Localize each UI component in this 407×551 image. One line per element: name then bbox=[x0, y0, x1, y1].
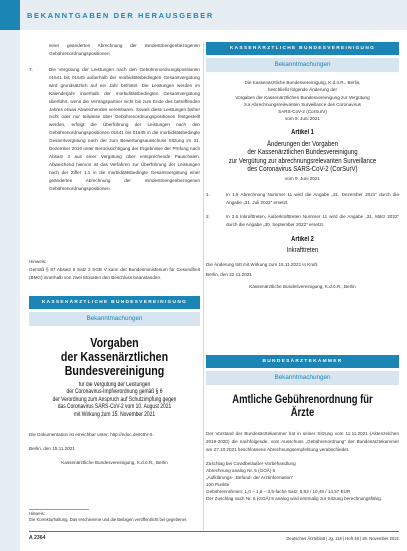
right-date-line: Berlin, den 22.11.2021 bbox=[206, 271, 252, 277]
article-1-list bbox=[206, 191, 399, 229]
right-section-kbv bbox=[206, 42, 399, 291]
article-2-title: Inkrafttreten bbox=[286, 244, 319, 254]
list-item bbox=[206, 191, 399, 207]
section-header-band: KASSENÄRZTLICHE BUNDESVEREINIGUNG bbox=[29, 296, 200, 309]
intro-line-3: Vorgaben der Kassenärztlichen Bundesvereinigung zur Vergütung bbox=[235, 94, 370, 100]
title-line-1: Vorgaben bbox=[90, 335, 139, 350]
section-header-band: KASSENÄRZTLICHE BUNDESVEREINIGUNG bbox=[206, 42, 399, 55]
intro-line-1: Die Kassenärztliche Bundesvereinigung, K.d.ö.R., Berlin, bbox=[244, 80, 361, 85]
footer-rule bbox=[29, 531, 399, 532]
left-list-item-7 bbox=[29, 66, 200, 252]
intro-line-4: zur Abrechnungsrelevanten Surveillance des Coronavirus bbox=[244, 101, 361, 107]
left-hinweis bbox=[29, 258, 200, 282]
section-subheader-band: Bekanntmachungen bbox=[29, 312, 200, 326]
intro-line-5: SARS-CoV-2 (CorSurV) bbox=[278, 109, 327, 115]
article-1-title-line-3: zur Vergütung zur abrechnungsrelevanten Surveillance bbox=[228, 155, 377, 165]
article-1-title bbox=[223, 140, 381, 174]
goae-detail-line: „Aufklärungs-, Befund- der Arztinformation“ bbox=[206, 474, 294, 480]
goae-intro: Der Vorstand der Bundesärztekammer hat in seiner Sitzung vom 11.11.2021 (Aktenzeichen 2019-2020) die nachfolgende, vom Ausschuss „Gebührenordnung“ der Bundesärztekammer am 27.10.2021 beschlossene Abrechnungsempfehlung verabschiedet. bbox=[206, 431, 399, 452]
goae-title: Amtliche Gebührenordnung für Ärzte bbox=[232, 394, 373, 419]
left-margin-rail bbox=[0, 30, 20, 551]
subtitle-line-4: das Coronavirus SARS-CoV-2 vom 10. August 2021 bbox=[57, 404, 172, 411]
article-1-title-line-2: der Kassenärztlichen Bundesvereinigung bbox=[247, 147, 358, 157]
left-signature: Kassenärztliche Bundesvereinigung, K.d.ö.R., Berlin bbox=[61, 459, 168, 465]
section-title bbox=[44, 336, 184, 378]
footnote-label: Hinweis: bbox=[29, 511, 45, 516]
right-signature: Kassenärztliche Bundesvereinigung, K.d.ö.R., Berlin bbox=[249, 283, 356, 289]
right-intro bbox=[206, 79, 399, 123]
list-item-number: 2. bbox=[206, 214, 210, 220]
goae-detail-line: Zuschlag bei Covidbeiäußer-Vorbehandlung bbox=[206, 460, 296, 466]
hinweis-text: Gemäß § 87 Absatz 6 Satz 2 SGB V kann der Bundesministerium für Gesundheit (BMG) innerhalb von zwei Monaten den Beschluss beanstanden. bbox=[29, 266, 200, 280]
left-footnote bbox=[29, 511, 200, 523]
documentation-note: Die Dokumentation ist erreichbar unter: http://edoc.de/KBV-0. bbox=[29, 432, 154, 438]
list-item-text: In 3.5 Inkrafttreten, Außerkrafttreten Nummer 11 wird die Angabe „31. März 2022“ durch die Angabe „30. September 2022“ ersetzt. bbox=[226, 214, 399, 228]
section-subheader-band: Bekanntmachungen bbox=[206, 58, 399, 72]
subtitle-line-2: der Coronavirus-Impfverordnung gemäß § 6 bbox=[66, 389, 163, 396]
left-date-line: Berlin, den 15.11.2021 bbox=[29, 445, 75, 451]
footnote-text: Die Korrekturhaltung. Das erschienene und die Beilagen veröffentlicht bei gegebener. bbox=[29, 517, 188, 522]
article-1-title-line-4: des Coronavirus SARS-CoV-2 (CorSurV) bbox=[247, 164, 358, 173]
left-section bbox=[29, 296, 200, 467]
left-carryover-text bbox=[29, 42, 200, 58]
subtitle-line-5: mit Wirkung zum 15. November 2021 bbox=[73, 411, 156, 418]
journal-citation: Deutsches Ärzteblatt | Jg. 118 | Heft 48 | 26. November 2021 bbox=[286, 536, 399, 541]
intro-line-2: beschließt folgende Änderung der bbox=[268, 87, 337, 93]
goae-detail-line: Der Zuschlag nach Nr. 5 (GOÄ) 5 analog wird erstmalig zur Sitzung berechnungsfähig. bbox=[206, 496, 382, 502]
column-divider bbox=[203, 42, 204, 530]
article-1-title-line-1: Änderungen der Vorgaben bbox=[266, 138, 339, 148]
section-subheader-band: Bekanntmachungen bbox=[206, 371, 399, 385]
subtitle-line-1: für die Vergütung der Leistungen bbox=[78, 382, 151, 388]
article-1-heading: Artikel 1 bbox=[291, 128, 314, 136]
carryover-text: einer geänderten Abrechnung der mindestmengenbezogenen Gebührenordnungspositionen. bbox=[49, 43, 200, 56]
page-number: A 2364 bbox=[29, 535, 46, 541]
article-2-body: Die Änderung tritt mit Wirkung zum 15.11.2021 in Kraft. bbox=[206, 261, 319, 267]
section-header-band: BUNDESÄRZTEKAMMER bbox=[206, 355, 399, 368]
goae-detail-line: Gebührenrahmen: 1,0 – 1,8 – 3,5-fache Satz: 5,83 / 10,49 / 14,57 EUR bbox=[206, 489, 351, 495]
intro-line-6: vom 9. Juni 2021 bbox=[285, 116, 320, 122]
list-item-text: Die Vergütung der Leistungen nach den Gebührenordnungspositionen 01541 bis 01545 außerhalb der morbiditätsbedingten Gesamtvergütung wird grundsätzlich auf ein Jahr befristet. Die Leistungen werden im Kalenderjahr innerhalb der morbiditätsbedingten Gesamtvergütung überführt, wenn die Vertragspartner nicht bis zum Ende des betreffenden Jahres etwas Abweichendes vereinbaren. Soweit diese Leistungen bisher nicht oder nur teilweise über Gebührenordnungspositionen festgestellt werden, erfolgt die Überführung der Leistungen nach den Gebührenordnungspositionen 01541 bis 01545 in die morbiditätsbedingte Gesamtvergütung nach der zum Bewertungsausschuss Sitzung im 31. Dezember 2016 unter Berücksichtigung der Ergebnisse der Prüfung nach Absatz 3 aus einer Vergütung über entsprechende Pauschalen. Abweichend hiervon ist das Verfahren zur Überführung der Leistungen nach der Ziffer 1.1 in die morbiditätsbedingte Gesamtvergütung einer geänderten Abrechnung der mindestmengenbezogenen Gebührenordnungspositionen. bbox=[49, 67, 200, 191]
title-line-2: der Kassenärztlichen Bundesvereinigung bbox=[60, 349, 169, 378]
list-item bbox=[206, 213, 399, 229]
goae-detail-line: 100 Punkte bbox=[206, 482, 230, 487]
section-subtitle bbox=[44, 382, 184, 419]
page-header bbox=[0, 0, 407, 30]
footnote-rule bbox=[29, 509, 89, 510]
article-1-date: vom 9. Juni 2021 bbox=[285, 176, 320, 182]
right-section-baek bbox=[206, 355, 399, 502]
list-item-text: In 1.5 Abrechnung Nummer 11 wird die Angabe „31. Dezember 2021“ durch die Angabe „31. Juli 2022“ ersetzt. bbox=[226, 192, 399, 206]
goae-detail-line: Abrechnung analog Nr. 5 (GOÄ) 5 bbox=[206, 467, 276, 473]
goae-details bbox=[206, 460, 399, 503]
header-accent-strip bbox=[0, 0, 20, 30]
list-item-number: 1. bbox=[206, 192, 210, 198]
article-2-heading: Artikel 2 bbox=[291, 235, 314, 243]
subtitle-line-3: der Verordnung zum Anspruch auf Schutzimpfung gegen bbox=[52, 396, 177, 403]
page-header-title: BEKANNTGABEN DER HERAUSGEBER bbox=[27, 11, 214, 20]
list-item-number: 7. bbox=[29, 67, 33, 72]
hinweis-label: Hinweis: bbox=[29, 259, 47, 264]
